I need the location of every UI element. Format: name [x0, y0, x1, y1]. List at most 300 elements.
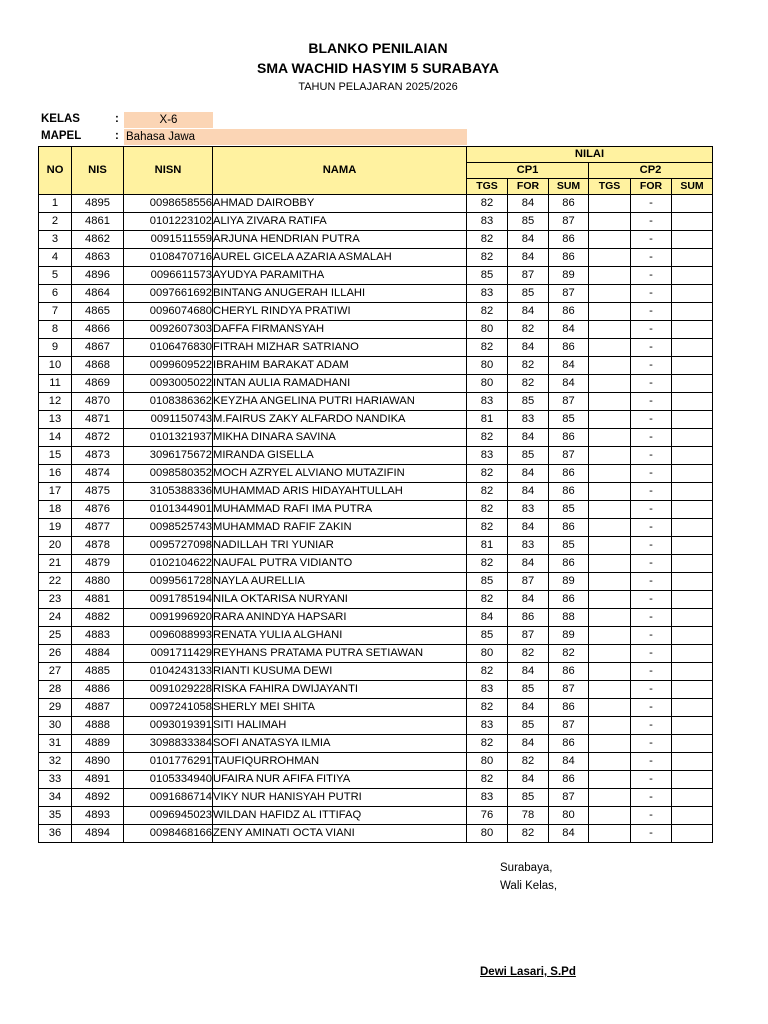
cell-cp1-tgs: 82	[467, 465, 508, 483]
cell-nama: REYHANS PRATAMA PUTRA SETIAWAN	[213, 645, 467, 663]
cell-nama: SOFI ANATASYA ILMIA	[213, 735, 467, 753]
cell-nisn: 0091711429	[124, 645, 213, 663]
cell-nis: 4890	[72, 753, 124, 771]
col-cp2-sum-header: SUM	[672, 179, 713, 195]
cell-cp1-for: 85	[508, 789, 549, 807]
cell-cp2-tgs	[589, 195, 631, 213]
cell-no: 35	[39, 807, 72, 825]
col-cp2-tgs-header: TGS	[589, 179, 631, 195]
cell-cp2-tgs	[589, 411, 631, 429]
cell-cp2-sum	[672, 303, 713, 321]
cell-cp1-tgs: 83	[467, 447, 508, 465]
cell-cp2-for: -	[631, 411, 672, 429]
cell-cp1-tgs: 83	[467, 681, 508, 699]
signature-city: Surabaya,	[500, 862, 553, 874]
cell-nama: AYUDYA PARAMITHA	[213, 267, 467, 285]
cell-cp1-tgs: 85	[467, 627, 508, 645]
cell-nisn: 0108470716	[124, 249, 213, 267]
cell-nis: 4871	[72, 411, 124, 429]
cell-cp2-for: -	[631, 303, 672, 321]
cell-cp2-tgs	[589, 771, 631, 789]
cell-cp1-sum: 85	[549, 411, 589, 429]
cell-no: 34	[39, 789, 72, 807]
cell-cp2-sum	[672, 357, 713, 375]
cell-no: 9	[39, 339, 72, 357]
table-row	[39, 753, 713, 771]
table-row	[39, 375, 713, 393]
cell-nisn: 0091029228	[124, 681, 213, 699]
cell-cp2-tgs	[589, 681, 631, 699]
cell-nisn: 0108386362	[124, 393, 213, 411]
table-row	[39, 645, 713, 663]
cell-nis: 4896	[72, 267, 124, 285]
cell-no: 3	[39, 231, 72, 249]
cell-no: 12	[39, 393, 72, 411]
table-row	[39, 447, 713, 465]
cell-cp1-sum: 86	[549, 303, 589, 321]
table-row	[39, 699, 713, 717]
cell-cp2-for: -	[631, 483, 672, 501]
table-row	[39, 735, 713, 753]
col-cp1-tgs-header: TGS	[467, 179, 508, 195]
cell-nama: BINTANG ANUGERAH ILLAHI	[213, 285, 467, 303]
cell-cp2-sum	[672, 267, 713, 285]
cell-nama: RENATA YULIA ALGHANI	[213, 627, 467, 645]
cell-cp1-tgs: 82	[467, 735, 508, 753]
cell-nama: CHERYL RINDYA PRATIWI	[213, 303, 467, 321]
cell-no: 25	[39, 627, 72, 645]
cell-nama: SITI HALIMAH	[213, 717, 467, 735]
cell-cp2-sum	[672, 285, 713, 303]
cell-cp2-tgs	[589, 393, 631, 411]
cell-cp2-tgs	[589, 537, 631, 555]
table-row	[39, 357, 713, 375]
cell-cp1-for: 85	[508, 681, 549, 699]
table-row	[39, 807, 713, 825]
cell-cp2-for: -	[631, 321, 672, 339]
cell-nama: RISKA FAHIRA DWIJAYANTI	[213, 681, 467, 699]
cell-cp1-sum: 84	[549, 753, 589, 771]
kelas-colon: :	[115, 113, 119, 125]
cell-cp1-for: 83	[508, 537, 549, 555]
cell-cp1-tgs: 80	[467, 825, 508, 843]
signature-role: Wali Kelas,	[500, 880, 558, 892]
cell-cp2-tgs	[589, 303, 631, 321]
cell-cp1-for: 82	[508, 645, 549, 663]
cell-nama: MIRANDA GISELLA	[213, 447, 467, 465]
cell-cp1-tgs: 82	[467, 591, 508, 609]
cell-cp2-sum	[672, 753, 713, 771]
cell-nama: KEYZHA ANGELINA PUTRI HARIAWAN	[213, 393, 467, 411]
table-row	[39, 465, 713, 483]
cell-nisn: 0097241058	[124, 699, 213, 717]
cell-cp1-sum: 86	[549, 339, 589, 357]
cell-cp1-for: 84	[508, 735, 549, 753]
col-cp1-header: CP1	[467, 163, 589, 179]
cell-nis: 4891	[72, 771, 124, 789]
cell-cp1-tgs: 83	[467, 213, 508, 231]
cell-cp2-tgs	[589, 807, 631, 825]
cell-cp2-for: -	[631, 357, 672, 375]
cell-nis: 4879	[72, 555, 124, 573]
cell-cp2-tgs	[589, 465, 631, 483]
mapel-colon: :	[115, 130, 119, 142]
cell-cp1-for: 84	[508, 465, 549, 483]
cell-cp2-sum	[672, 231, 713, 249]
table-row	[39, 195, 713, 213]
cell-cp1-for: 86	[508, 609, 549, 627]
cell-cp2-for: -	[631, 519, 672, 537]
cell-no: 4	[39, 249, 72, 267]
cell-cp2-sum	[672, 609, 713, 627]
cell-cp1-sum: 86	[549, 771, 589, 789]
cell-nis: 4895	[72, 195, 124, 213]
cell-cp1-tgs: 83	[467, 789, 508, 807]
cell-cp2-tgs	[589, 267, 631, 285]
table-row	[39, 411, 713, 429]
cell-no: 30	[39, 717, 72, 735]
cell-cp2-tgs	[589, 555, 631, 573]
cell-nama: NILA OKTARISA NURYANI	[213, 591, 467, 609]
cell-nisn: 0105334940	[124, 771, 213, 789]
cell-cp1-sum: 86	[549, 483, 589, 501]
cell-cp1-for: 85	[508, 213, 549, 231]
cell-nama: UFAIRA NUR AFIFA FITIYA	[213, 771, 467, 789]
cell-nis: 4863	[72, 249, 124, 267]
cell-cp1-tgs: 82	[467, 231, 508, 249]
cell-cp1-for: 85	[508, 717, 549, 735]
table-row	[39, 573, 713, 591]
cell-nama: NADILLAH TRI YUNIAR	[213, 537, 467, 555]
cell-cp1-tgs: 80	[467, 753, 508, 771]
cell-cp2-for: -	[631, 231, 672, 249]
cell-nama: TAUFIQURROHMAN	[213, 753, 467, 771]
cell-nisn: 3105388336	[124, 483, 213, 501]
cell-cp2-for: -	[631, 627, 672, 645]
cell-cp2-tgs	[589, 285, 631, 303]
cell-nisn: 0091150743	[124, 411, 213, 429]
cell-cp2-sum	[672, 825, 713, 843]
cell-nisn: 0099609522	[124, 357, 213, 375]
cell-cp1-tgs: 81	[467, 537, 508, 555]
cell-no: 13	[39, 411, 72, 429]
table-row	[39, 825, 713, 843]
cell-nama: DAFFA FIRMANSYAH	[213, 321, 467, 339]
cell-cp1-sum: 86	[549, 519, 589, 537]
cell-nama: FITRAH MIZHAR SATRIANO	[213, 339, 467, 357]
col-nisn-header: NISN	[124, 147, 213, 195]
cell-nama: MUHAMMAD RAFIF ZAKIN	[213, 519, 467, 537]
cell-nis: 4892	[72, 789, 124, 807]
cell-cp2-sum	[672, 789, 713, 807]
cell-cp2-sum	[672, 771, 713, 789]
cell-cp2-sum	[672, 249, 713, 267]
cell-cp2-sum	[672, 465, 713, 483]
cell-cp1-sum: 85	[549, 537, 589, 555]
col-cp1-sum-header: SUM	[549, 179, 589, 195]
cell-nisn: 0096088993	[124, 627, 213, 645]
cell-nisn: 0091996920	[124, 609, 213, 627]
cell-nama: AHMAD DAIROBBY	[213, 195, 467, 213]
table-row	[39, 483, 713, 501]
cell-nis: 4885	[72, 663, 124, 681]
cell-cp2-sum	[672, 717, 713, 735]
cell-no: 20	[39, 537, 72, 555]
cell-cp2-sum	[672, 645, 713, 663]
cell-cp1-for: 78	[508, 807, 549, 825]
cell-cp2-sum	[672, 735, 713, 753]
cell-cp2-sum	[672, 555, 713, 573]
cell-no: 28	[39, 681, 72, 699]
cell-cp2-tgs	[589, 591, 631, 609]
cell-cp1-sum: 87	[549, 447, 589, 465]
cell-cp1-sum: 84	[549, 321, 589, 339]
cell-nis: 4889	[72, 735, 124, 753]
table-row	[39, 429, 713, 447]
cell-nisn: 0098525743	[124, 519, 213, 537]
cell-cp2-tgs	[589, 645, 631, 663]
cell-cp2-tgs	[589, 429, 631, 447]
cell-nisn: 0101344901	[124, 501, 213, 519]
cell-no: 15	[39, 447, 72, 465]
cell-no: 27	[39, 663, 72, 681]
cell-cp2-tgs	[589, 735, 631, 753]
cell-nis: 4884	[72, 645, 124, 663]
table-row	[39, 213, 713, 231]
cell-cp2-tgs	[589, 825, 631, 843]
table-row	[39, 609, 713, 627]
cell-cp1-tgs: 82	[467, 249, 508, 267]
table-row	[39, 231, 713, 249]
cell-nama: RIANTI KUSUMA DEWI	[213, 663, 467, 681]
cell-cp1-sum: 86	[549, 249, 589, 267]
cell-cp2-sum	[672, 681, 713, 699]
cell-cp1-for: 84	[508, 519, 549, 537]
cell-nama: MIKHA DINARA SAVINA	[213, 429, 467, 447]
table-row	[39, 555, 713, 573]
cell-no: 19	[39, 519, 72, 537]
cell-cp1-for: 83	[508, 411, 549, 429]
cell-nama: MOCH AZRYEL ALVIANO MUTAZIFIN	[213, 465, 467, 483]
cell-nisn: 0098658556	[124, 195, 213, 213]
cell-cp1-for: 84	[508, 429, 549, 447]
cell-cp2-sum	[672, 627, 713, 645]
cell-cp1-for: 85	[508, 447, 549, 465]
cell-no: 14	[39, 429, 72, 447]
cell-cp1-tgs: 80	[467, 375, 508, 393]
cell-cp2-for: -	[631, 663, 672, 681]
cell-cp2-tgs	[589, 663, 631, 681]
cell-cp1-tgs: 80	[467, 357, 508, 375]
cell-cp1-tgs: 82	[467, 483, 508, 501]
cell-cp1-tgs: 82	[467, 195, 508, 213]
cell-cp2-for: -	[631, 681, 672, 699]
cell-nis: 4880	[72, 573, 124, 591]
cell-cp1-for: 82	[508, 375, 549, 393]
cell-nisn: 0097661692	[124, 285, 213, 303]
cell-nisn: 0102104622	[124, 555, 213, 573]
cell-cp2-sum	[672, 321, 713, 339]
cell-nama: RARA ANINDYA HAPSARI	[213, 609, 467, 627]
cell-cp2-sum	[672, 591, 713, 609]
cell-cp2-sum	[672, 393, 713, 411]
cell-no: 11	[39, 375, 72, 393]
cell-nisn: 0098580352	[124, 465, 213, 483]
cell-nis: 4866	[72, 321, 124, 339]
table-row	[39, 591, 713, 609]
cell-no: 36	[39, 825, 72, 843]
cell-nama: SHERLY MEI SHITA	[213, 699, 467, 717]
cell-cp1-tgs: 82	[467, 771, 508, 789]
cell-no: 17	[39, 483, 72, 501]
cell-cp2-sum	[672, 699, 713, 717]
cell-cp1-sum: 80	[549, 807, 589, 825]
cell-cp1-for: 87	[508, 267, 549, 285]
school-name: SMA WACHID HASYIM 5 SURABAYA	[257, 60, 499, 76]
cell-no: 16	[39, 465, 72, 483]
cell-cp2-for: -	[631, 807, 672, 825]
cell-cp1-sum: 87	[549, 285, 589, 303]
table-row	[39, 771, 713, 789]
cell-cp1-tgs: 82	[467, 699, 508, 717]
cell-cp1-tgs: 82	[467, 339, 508, 357]
cell-nisn: 0093005022	[124, 375, 213, 393]
cell-nis: 4881	[72, 591, 124, 609]
cell-cp2-tgs	[589, 231, 631, 249]
cell-cp2-sum	[672, 501, 713, 519]
cell-cp1-tgs: 82	[467, 303, 508, 321]
cell-cp2-for: -	[631, 465, 672, 483]
cell-nisn: 3096175672	[124, 447, 213, 465]
cell-cp2-for: -	[631, 825, 672, 843]
cell-cp2-for: -	[631, 213, 672, 231]
col-nilai-header: NILAI	[467, 147, 713, 163]
cell-cp2-for: -	[631, 717, 672, 735]
cell-nama: ZENY AMINATI OCTA VIANI	[213, 825, 467, 843]
cell-cp1-sum: 86	[549, 231, 589, 249]
cell-cp1-tgs: 76	[467, 807, 508, 825]
cell-cp1-for: 84	[508, 249, 549, 267]
cell-cp1-tgs: 83	[467, 393, 508, 411]
cell-no: 2	[39, 213, 72, 231]
cell-cp2-for: -	[631, 753, 672, 771]
cell-nis: 4869	[72, 375, 124, 393]
cell-nis: 4874	[72, 465, 124, 483]
cell-nisn: 0092607303	[124, 321, 213, 339]
cell-cp1-tgs: 82	[467, 663, 508, 681]
cell-cp2-tgs	[589, 321, 631, 339]
cell-cp1-tgs: 80	[467, 321, 508, 339]
cell-cp2-for: -	[631, 609, 672, 627]
cell-nama: ALIYA ZIVARA RATIFA	[213, 213, 467, 231]
mapel-label: MAPEL	[41, 130, 82, 142]
col-no-header: NO	[39, 147, 72, 195]
cell-cp2-tgs	[589, 339, 631, 357]
cell-cp1-sum: 89	[549, 573, 589, 591]
cell-cp2-tgs	[589, 573, 631, 591]
cell-cp1-tgs: 80	[467, 645, 508, 663]
cell-cp1-sum: 86	[549, 735, 589, 753]
cell-no: 26	[39, 645, 72, 663]
cell-cp2-for: -	[631, 699, 672, 717]
cell-cp1-sum: 84	[549, 357, 589, 375]
cell-nisn: 0091511559	[124, 231, 213, 249]
cell-cp1-for: 87	[508, 627, 549, 645]
cell-nisn: 0104243133	[124, 663, 213, 681]
cell-cp1-for: 84	[508, 663, 549, 681]
cell-cp2-for: -	[631, 429, 672, 447]
cell-no: 23	[39, 591, 72, 609]
cell-cp1-sum: 87	[549, 789, 589, 807]
cell-cp2-for: -	[631, 249, 672, 267]
cell-cp1-sum: 87	[549, 717, 589, 735]
cell-cp1-sum: 86	[549, 699, 589, 717]
cell-no: 24	[39, 609, 72, 627]
cell-cp1-sum: 84	[549, 825, 589, 843]
table-row	[39, 789, 713, 807]
cell-no: 21	[39, 555, 72, 573]
cell-nisn: 0096074680	[124, 303, 213, 321]
cell-nis: 4865	[72, 303, 124, 321]
cell-nisn: 0096611573	[124, 267, 213, 285]
cell-nama: IBRAHIM BARAKAT ADAM	[213, 357, 467, 375]
cell-cp2-sum	[672, 429, 713, 447]
cell-cp2-tgs	[589, 753, 631, 771]
cell-cp1-sum: 86	[549, 195, 589, 213]
cell-nis: 4893	[72, 807, 124, 825]
cell-nis: 4867	[72, 339, 124, 357]
cell-no: 22	[39, 573, 72, 591]
cell-cp1-sum: 86	[549, 465, 589, 483]
cell-cp1-for: 82	[508, 825, 549, 843]
cell-cp2-tgs	[589, 213, 631, 231]
cell-cp2-sum	[672, 213, 713, 231]
cell-nisn: 0101321937	[124, 429, 213, 447]
cell-nama: NAUFAL PUTRA VIDIANTO	[213, 555, 467, 573]
cell-nis: 4862	[72, 231, 124, 249]
cell-cp2-for: -	[631, 789, 672, 807]
cell-cp1-tgs: 82	[467, 429, 508, 447]
table-row	[39, 303, 713, 321]
cell-nisn: 0095727098	[124, 537, 213, 555]
cell-cp1-for: 84	[508, 195, 549, 213]
cell-no: 33	[39, 771, 72, 789]
cell-cp1-sum: 89	[549, 267, 589, 285]
cell-nama: MUHAMMAD RAFI IMA PUTRA	[213, 501, 467, 519]
cell-cp2-for: -	[631, 501, 672, 519]
table-row	[39, 519, 713, 537]
cell-nama: MUHAMMAD ARIS HIDAYAHTULLAH	[213, 483, 467, 501]
table-row	[39, 285, 713, 303]
cell-cp1-tgs: 83	[467, 717, 508, 735]
cell-nama: ARJUNA HENDRIAN PUTRA	[213, 231, 467, 249]
cell-cp2-for: -	[631, 771, 672, 789]
cell-cp2-sum	[672, 339, 713, 357]
cell-nama: NAYLA AURELLIA	[213, 573, 467, 591]
table-row	[39, 393, 713, 411]
cell-cp1-tgs: 84	[467, 609, 508, 627]
cell-nis: 4864	[72, 285, 124, 303]
table-row	[39, 267, 713, 285]
table-row	[39, 537, 713, 555]
table-row	[39, 249, 713, 267]
cell-cp1-for: 84	[508, 555, 549, 573]
cell-no: 5	[39, 267, 72, 285]
cell-cp2-tgs	[589, 699, 631, 717]
cell-cp1-for: 85	[508, 285, 549, 303]
cell-cp2-tgs	[589, 717, 631, 735]
cell-no: 31	[39, 735, 72, 753]
